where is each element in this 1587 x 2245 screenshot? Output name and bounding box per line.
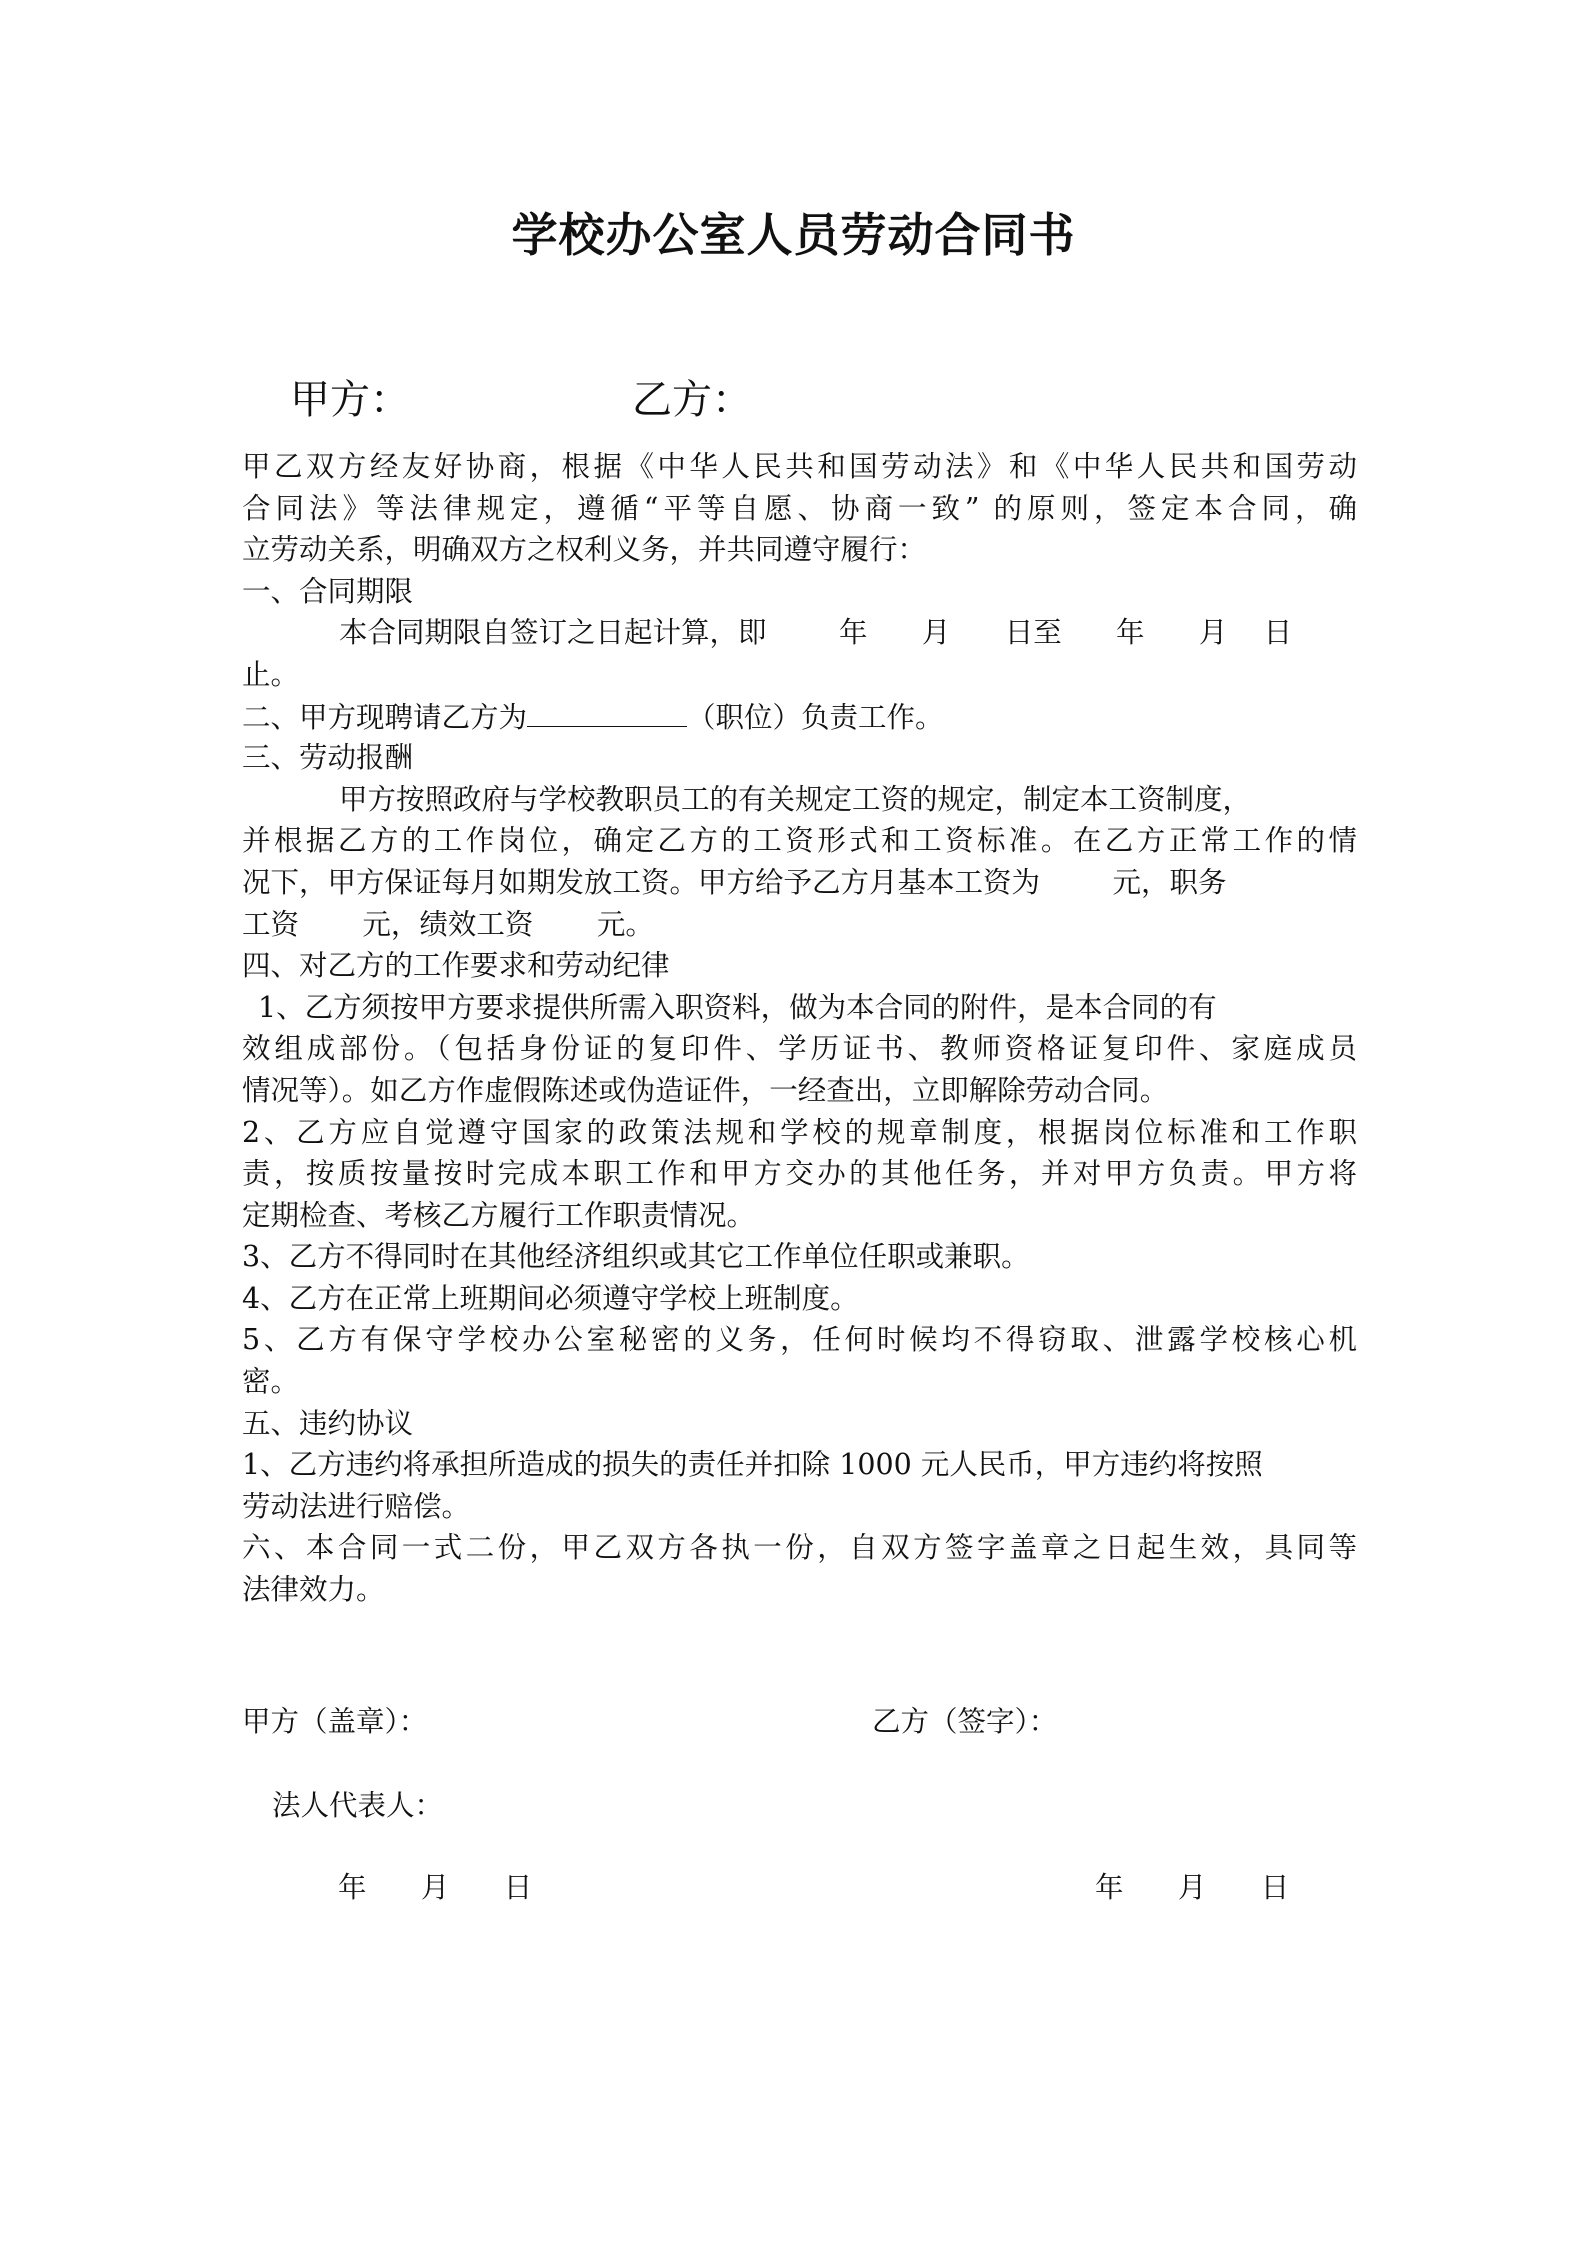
intro-line-1: 甲乙双方经友好协商，根据《中华人民共和国劳动法》和《中华人民共和国劳动 xyxy=(242,450,1357,483)
section-2-line xyxy=(242,696,1357,738)
section-4-item-5-line-2: 密。 xyxy=(242,1365,300,1399)
section-3-line-3: 况下，甲方保证每月如期发放工资。甲方给予乙方月基本工资为 元，职务 xyxy=(242,865,1227,899)
section-1-line-2: 止。 xyxy=(242,657,300,691)
section-2-prefix: 二、甲方现聘请乙方为 xyxy=(242,700,528,734)
section-4-item-5-line-1: 5、乙方有保守学校办公室秘密的义务，任何时候均不得窃取、泄露学校核心机 xyxy=(242,1323,1357,1357)
section-4-item-1-line-2: 效组成部份。（包括身份证的复印件、学历证书、教师资格证复印件、家庭成员 xyxy=(242,1032,1357,1066)
section-4-item-1-line-3: 情况等）。如乙方作虚假陈述或伪造证件，一经查出，立即解除劳动合同。 xyxy=(242,1073,1169,1107)
party-b-label: 乙方： xyxy=(632,377,752,423)
section-4-heading: 四、对乙方的工作要求和劳动纪律 xyxy=(242,949,670,983)
section-3-heading: 三、劳动报酬 xyxy=(242,741,414,775)
section-5-line-2: 劳动法进行赔偿。 xyxy=(242,1489,471,1523)
intro-line-2: 合同法》等法律规定，遵循“平等自愿、协商一致” 的原则，签定本合同，确 xyxy=(242,491,1357,525)
contract-body xyxy=(242,446,1357,1611)
document-title: 学校办公室人员劳动合同书 xyxy=(511,208,1076,262)
party-a-date: 年 月 日 xyxy=(338,1871,533,1904)
section-4-item-3: 3、乙方不得同时在其他经济组织或其它工作单位任职或兼职。 xyxy=(242,1240,1030,1274)
section-6-line-2: 法律效力。 xyxy=(242,1573,385,1607)
party-b-sign-label: 乙方（签字）： xyxy=(872,1705,1058,1738)
section-4-item-1-line-1: 1、乙方须按甲方要求提供所需入职资料，做为本合同的附件，是本合同的有 xyxy=(258,990,1217,1024)
intro-line-3: 立劳动关系，明确双方之权利义务，并共同遵守履行： xyxy=(242,533,927,567)
section-5-heading: 五、违约协议 xyxy=(242,1406,414,1440)
section-4-item-2-line-1: 2、乙方应自觉遵守国家的政策法规和学校的规章制度，根据岗位标准和工作职 xyxy=(242,1115,1357,1149)
section-2-suffix: （职位）负责工作。 xyxy=(687,700,944,734)
section-3-line-2: 并根据乙方的工作岗位，确定乙方的工资形式和工资标准。在乙方正常工作的情 xyxy=(242,824,1357,858)
section-6-line-1: 六、本合同一式二份，甲乙双方各执一份，自双方签字盖章之日起生效，具同等 xyxy=(242,1531,1357,1565)
party-a-seal-label: 甲方（盖章）： xyxy=(242,1705,428,1738)
section-1-heading: 一、合同期限 xyxy=(242,574,414,608)
section-5-line-1: 1、乙方违约将承担所造成的损失的责任并扣除 1000 元人民币，甲方违约将按照 xyxy=(242,1448,1263,1482)
legal-representative-label: 法人代表人： xyxy=(272,1789,444,1822)
party-b-date: 年 月 日 xyxy=(1095,1871,1290,1904)
party-a-label: 甲方： xyxy=(290,377,410,423)
section-4-item-2-line-3: 定期检查、考核乙方履行工作职责情况。 xyxy=(242,1198,756,1232)
section-3-line-1: 甲方按照政府与学校教职员工的有关规定工资的规定，制定本工资制度， xyxy=(339,782,1252,816)
position-blank xyxy=(527,696,687,727)
section-3-line-4: 工资 元，绩效工资 元。 xyxy=(242,907,654,941)
section-1-line-1: 本合同期限自签订之日起计算，即 年 月 日至 年 月 日 xyxy=(339,616,1293,650)
section-4-item-2-line-2: 责，按质按量按时完成本职工作和甲方交办的其他任务，并对甲方负责。甲方将 xyxy=(242,1157,1357,1191)
section-4-item-4: 4、乙方在正常上班期间必须遵守学校上班制度。 xyxy=(242,1281,859,1315)
